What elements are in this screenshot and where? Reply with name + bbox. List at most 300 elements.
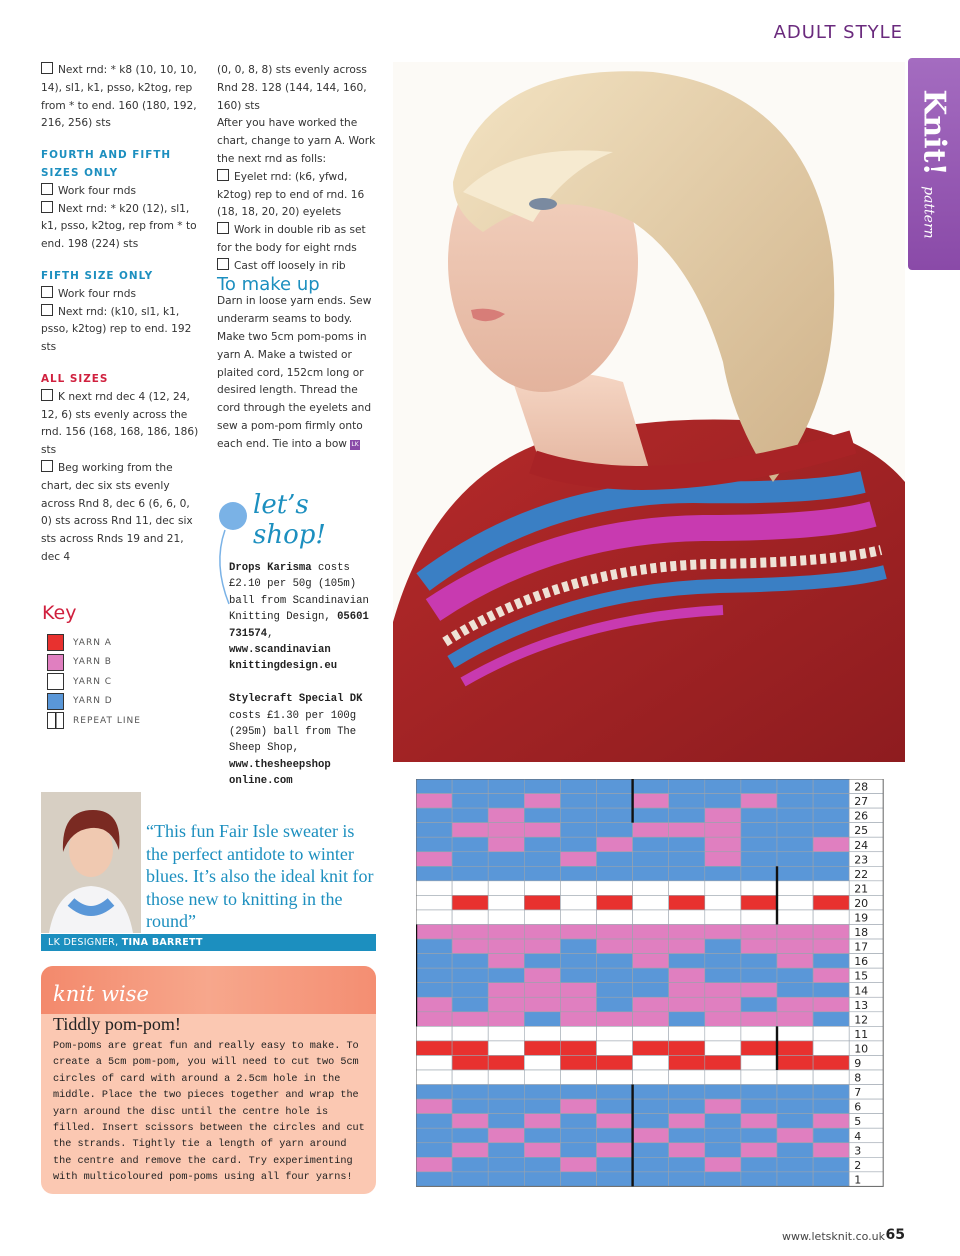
sweater-photo-illustration — [393, 62, 905, 762]
chart-cell — [813, 895, 849, 910]
chart-cell — [813, 779, 849, 794]
chart-cell — [524, 779, 560, 794]
chart-cell — [705, 939, 741, 954]
step: Work in double rib as set for the body for eight rnds — [217, 224, 366, 254]
chart-cell — [669, 939, 705, 954]
chart-cell — [597, 1041, 633, 1056]
chart-cell — [741, 968, 777, 983]
chart-cell — [488, 837, 524, 852]
chart-cell — [777, 852, 813, 867]
instructions-col-2 — [217, 62, 377, 454]
row-number-label: 16 — [854, 955, 869, 969]
chart-cell — [488, 1055, 524, 1070]
chart-cell — [669, 1012, 705, 1027]
chart-cell — [524, 997, 560, 1012]
chart-cell — [488, 1128, 524, 1143]
chart-cell — [741, 1041, 777, 1056]
chart-cell — [560, 1128, 596, 1143]
chart-cell — [633, 1070, 669, 1085]
chart-cell — [705, 983, 741, 998]
chart-cell — [777, 1085, 813, 1100]
chart-cell — [597, 968, 633, 983]
row-number-label: 13 — [854, 998, 869, 1012]
chart-cell — [452, 1128, 488, 1143]
chart-cell — [452, 1157, 488, 1172]
chart-cell — [488, 808, 524, 823]
chart-cell — [524, 910, 560, 925]
brand-tab — [908, 58, 960, 270]
chart-cell — [669, 1085, 705, 1100]
chart-cell — [777, 983, 813, 998]
section-label: ADULT STYLE — [773, 22, 903, 43]
chart-cell — [777, 1026, 813, 1041]
chart-cell — [633, 837, 669, 852]
chart-cell — [633, 1099, 669, 1114]
chart-cell — [813, 881, 849, 896]
step: Work four rnds — [41, 183, 201, 201]
chart-cell — [813, 852, 849, 867]
chart-cell — [416, 1085, 452, 1100]
row-number-label: 19 — [854, 911, 869, 925]
chart-cell — [741, 1026, 777, 1041]
chart-cell — [813, 808, 849, 823]
chart-cell — [777, 1055, 813, 1070]
chart-cell — [597, 997, 633, 1012]
chart-cell — [813, 1070, 849, 1085]
chart-cell — [813, 1026, 849, 1041]
chart-cell — [705, 1055, 741, 1070]
chart-cell — [741, 779, 777, 794]
chart-cell — [633, 852, 669, 867]
chart-cell — [633, 1172, 669, 1187]
chart-cell — [452, 808, 488, 823]
chart-cell — [416, 837, 452, 852]
step: Next rnd: * k8 (10, 10, 10, 14), sl1, k1, psso, k2tog, rep from * to end. 160 (180, 192, 216, 256) sts — [41, 64, 197, 130]
chart-cell — [452, 925, 488, 940]
chart-cell — [560, 1143, 596, 1158]
chart-cell — [488, 779, 524, 794]
chart-cell — [813, 837, 849, 852]
chart-cell — [741, 997, 777, 1012]
chart-cell — [560, 910, 596, 925]
chart-cell — [669, 968, 705, 983]
chart-cell — [777, 910, 813, 925]
chart-cell — [452, 895, 488, 910]
checkbox[interactable] — [41, 201, 53, 213]
chart-cell — [597, 1055, 633, 1070]
chart-cell — [669, 1041, 705, 1056]
chart-cell — [524, 1041, 560, 1056]
page-number: 65 — [885, 1227, 905, 1243]
chart-cell — [452, 1085, 488, 1100]
key-label: YARN D — [73, 696, 113, 707]
row-number-label: 18 — [854, 926, 869, 940]
chart-cell — [813, 1055, 849, 1070]
chart-cell — [452, 954, 488, 969]
chart-cell — [560, 837, 596, 852]
step: K next rnd dec 4 (12, 24, 12, 6) sts evenly across the rnd. 156 (168, 168, 186, 186) sts — [41, 390, 199, 457]
chart-cell — [633, 983, 669, 998]
chart-cell — [452, 939, 488, 954]
step: Beg working from the chart, dec six sts evenly across Rnd 8, dec 6 (6, 6, 0, 0) sts across Rnd 11, dec six sts across Rnds 19 and 21, dec 4 — [41, 461, 193, 563]
chart-cell — [452, 779, 488, 794]
checkbox[interactable] — [217, 258, 229, 270]
chart-cell — [669, 808, 705, 823]
step: Next rnd: * k20 (12), sl1, k1, psso, k2tog, rep from * to end. 198 (224) sts — [41, 202, 197, 251]
end-mark-icon: LK — [351, 440, 359, 448]
chart-cell — [416, 910, 452, 925]
chart-cell — [597, 779, 633, 794]
chart-cell — [777, 1172, 813, 1187]
chart-cell — [488, 910, 524, 925]
chart-cell — [813, 1172, 849, 1187]
chart-cell — [705, 866, 741, 881]
step: Next rnd: (k10, sl1, k1, psso, k2tog) rep to end. 192 sts — [41, 305, 192, 354]
chart-cell — [524, 1085, 560, 1100]
chart-cell — [560, 1172, 596, 1187]
chart-cell — [452, 1055, 488, 1070]
chart-cell — [777, 1099, 813, 1114]
key-label: REPEAT LINE — [73, 715, 141, 726]
chart-cell — [633, 1012, 669, 1027]
chart-cell — [813, 823, 849, 838]
chart-cell — [741, 939, 777, 954]
row-number-label: 25 — [854, 824, 869, 838]
chart-cell — [597, 1070, 633, 1085]
chart-cell — [416, 866, 452, 881]
chart-cell — [669, 895, 705, 910]
chart-cell — [560, 823, 596, 838]
chart-cell — [741, 925, 777, 940]
chart-cell — [705, 808, 741, 823]
chart-cell — [813, 968, 849, 983]
designer-photo — [41, 792, 141, 933]
chart-cell — [560, 1012, 596, 1027]
chart-cell — [560, 1041, 596, 1056]
checkbox[interactable] — [41, 304, 53, 316]
row-number-label: 21 — [854, 882, 869, 896]
chart-cell — [416, 954, 452, 969]
chart-cell — [597, 852, 633, 867]
chart-cell — [597, 1172, 633, 1187]
row-number-label: 1 — [854, 1173, 862, 1187]
checkbox[interactable] — [41, 286, 53, 298]
chart-cell — [633, 1143, 669, 1158]
chart-cell — [597, 794, 633, 809]
checkbox[interactable] — [217, 169, 229, 181]
chart-cell — [777, 866, 813, 881]
chart-cell — [416, 1026, 452, 1041]
chart-cell — [560, 1099, 596, 1114]
chart-cell — [741, 837, 777, 852]
chart-cell — [560, 983, 596, 998]
row-number-label: 8 — [854, 1071, 862, 1085]
chart-cell — [741, 852, 777, 867]
key-item — [47, 692, 141, 712]
chart-cell — [669, 1099, 705, 1114]
chart-cell — [416, 1128, 452, 1143]
chart-cell — [777, 1114, 813, 1129]
chart-cell — [416, 1172, 452, 1187]
row-number-label: 6 — [854, 1100, 862, 1114]
key-swatch — [47, 654, 64, 671]
chart-cell — [488, 1172, 524, 1187]
chart-cell — [669, 881, 705, 896]
chart-cell — [777, 1128, 813, 1143]
row-number-label: 26 — [854, 809, 869, 823]
chart-cell — [813, 1041, 849, 1056]
chart-cell — [416, 1041, 452, 1056]
instructions-col-1 — [41, 62, 201, 567]
chart-cell — [741, 1157, 777, 1172]
chart-cell — [524, 895, 560, 910]
chart-cell — [669, 823, 705, 838]
chart-cell — [524, 939, 560, 954]
chart-cell — [777, 881, 813, 896]
chart-cell — [452, 837, 488, 852]
row-number-label: 28 — [854, 780, 869, 794]
chart-cell — [488, 1085, 524, 1100]
chart-cell — [669, 866, 705, 881]
chart-cell — [813, 925, 849, 940]
chart-cell — [741, 1143, 777, 1158]
chart-cell — [524, 1012, 560, 1027]
key-item — [47, 653, 141, 673]
key-item — [47, 633, 141, 653]
chart-cell — [777, 1070, 813, 1085]
chart-cell — [452, 1012, 488, 1027]
chart-cell — [705, 968, 741, 983]
row-number-label: 24 — [854, 838, 869, 852]
step: Eyelet rnd: (k6, yfwd, k2tog) rep to end of rnd. 16 (18, 18, 20, 20) eyelets — [217, 170, 365, 219]
chart-cell — [452, 866, 488, 881]
chart-cell — [813, 1143, 849, 1158]
chart-cell — [705, 823, 741, 838]
chart-cell — [669, 837, 705, 852]
chart-cell — [633, 968, 669, 983]
row-number-label: 22 — [854, 867, 869, 881]
chart-cell — [524, 1143, 560, 1158]
chart-cell — [741, 1070, 777, 1085]
chart-cell — [452, 1070, 488, 1085]
chart-cell — [452, 881, 488, 896]
chart-cell — [488, 1070, 524, 1085]
chart-cell — [777, 1041, 813, 1056]
chart-cell — [777, 1157, 813, 1172]
chart-cell — [705, 1128, 741, 1143]
chart-cell — [524, 1114, 560, 1129]
chart-cell — [416, 852, 452, 867]
row-number-label: 14 — [854, 984, 869, 998]
chart-cell — [633, 1055, 669, 1070]
link-sheepshop[interactable]: www.thesheepshop online.com — [229, 758, 331, 788]
chart-cell — [597, 1114, 633, 1129]
key-label: YARN B — [73, 657, 112, 668]
chart-cell — [452, 823, 488, 838]
chart-cell — [741, 823, 777, 838]
chart-cell — [488, 823, 524, 838]
row-number-label: 7 — [854, 1086, 862, 1100]
chart-cell — [524, 954, 560, 969]
chart-cell — [813, 866, 849, 881]
step: Work four rnds — [41, 286, 201, 304]
key-title: Key — [42, 602, 77, 624]
chart-cell — [452, 1041, 488, 1056]
chart-cell — [777, 1143, 813, 1158]
row-number-label: 4 — [854, 1129, 862, 1143]
chart-cell — [741, 1099, 777, 1114]
chart-cell — [416, 939, 452, 954]
to-make-up-heading: To make up — [217, 273, 320, 295]
chart-cell — [597, 983, 633, 998]
chart-cell — [777, 794, 813, 809]
row-number-label: 5 — [854, 1115, 862, 1129]
brand-logo: Knit! pattern — [916, 89, 952, 239]
chart-cell — [741, 808, 777, 823]
chart-cell — [705, 1172, 741, 1187]
chart-cell — [777, 895, 813, 910]
yarn-ball-icon — [205, 494, 265, 614]
chart-cell — [633, 779, 669, 794]
chart-cell — [741, 983, 777, 998]
chart-cell — [416, 1070, 452, 1085]
chart-cell — [633, 1157, 669, 1172]
chart-cell — [741, 794, 777, 809]
chart-cell — [813, 1157, 849, 1172]
chart-cell — [524, 823, 560, 838]
checkbox[interactable] — [41, 62, 53, 74]
key-item — [47, 672, 141, 692]
chart-cell — [597, 1143, 633, 1158]
row-number-label: 3 — [854, 1144, 862, 1158]
chart-cell — [524, 1157, 560, 1172]
chart-cell — [560, 939, 596, 954]
chart-cell — [705, 1070, 741, 1085]
chart-cell — [416, 895, 452, 910]
chart-cell — [777, 823, 813, 838]
chart-cell — [813, 997, 849, 1012]
chart-cell — [524, 1099, 560, 1114]
chart-cell — [416, 808, 452, 823]
chart-cell — [705, 1026, 741, 1041]
chart-cell — [597, 866, 633, 881]
knit-wise-title: Tiddly pom-pom! — [53, 1014, 181, 1034]
chart-cell — [416, 794, 452, 809]
chart-cell — [452, 983, 488, 998]
checkbox[interactable] — [217, 222, 229, 234]
chart-cell — [669, 997, 705, 1012]
checkbox[interactable] — [41, 460, 53, 472]
chart-cell — [705, 852, 741, 867]
chart-cell — [705, 1143, 741, 1158]
lets-shop-title: let’s shop! — [253, 490, 326, 550]
checkbox[interactable] — [41, 183, 53, 195]
chart-cell — [597, 1012, 633, 1027]
row-number-label: 11 — [854, 1027, 869, 1041]
chart-cell — [669, 910, 705, 925]
chart-cell — [669, 925, 705, 940]
chart-cell — [633, 808, 669, 823]
designer-credit: LK DESIGNER, TINA BARRETT — [41, 934, 376, 951]
chart-cell — [560, 968, 596, 983]
key-legend — [47, 633, 141, 731]
chart-cell — [560, 794, 596, 809]
footer-url[interactable]: www.letsknit.co.uk — [782, 1230, 885, 1243]
chart-cell — [705, 794, 741, 809]
chart-cell — [524, 1055, 560, 1070]
chart-cell — [452, 852, 488, 867]
chart-cell — [597, 910, 633, 925]
chart-cell — [705, 1114, 741, 1129]
chart-cell — [560, 779, 596, 794]
checkbox[interactable] — [41, 389, 53, 401]
chart-cell — [777, 1012, 813, 1027]
chart-cell — [741, 954, 777, 969]
chart-cell — [452, 968, 488, 983]
chart-cell — [813, 1099, 849, 1114]
step: Cast off loosely in rib — [217, 258, 377, 276]
chart-cell — [416, 1012, 452, 1027]
chart-cell — [560, 1114, 596, 1129]
chart-cell — [416, 983, 452, 998]
chart-cell — [705, 1099, 741, 1114]
chart-cell — [597, 895, 633, 910]
chart-cell — [813, 794, 849, 809]
chart-cell — [597, 925, 633, 940]
chart-cell — [488, 1012, 524, 1027]
chart-cell — [705, 1012, 741, 1027]
chart-cell — [669, 954, 705, 969]
chart-cell — [633, 925, 669, 940]
chart-cell — [777, 779, 813, 794]
chart-cell — [416, 997, 452, 1012]
knit-wise-logo: knit wise — [53, 982, 149, 1006]
link-scandinavian[interactable]: www.scandinavian knittingdesign.eu — [229, 644, 338, 673]
chart-cell — [488, 968, 524, 983]
chart-cell — [524, 983, 560, 998]
chart-cell — [597, 881, 633, 896]
chart-cell — [633, 881, 669, 896]
chart-cell — [488, 939, 524, 954]
chart-cell — [488, 881, 524, 896]
chart-cell — [669, 1070, 705, 1085]
chart-cell — [705, 954, 741, 969]
chart-cell — [524, 794, 560, 809]
designer-portrait — [41, 792, 141, 933]
key-swatch — [47, 673, 64, 690]
chart-cell — [705, 997, 741, 1012]
chart-cell — [813, 1114, 849, 1129]
chart-cell — [813, 1085, 849, 1100]
chart-cell — [633, 997, 669, 1012]
chart-cell — [560, 808, 596, 823]
chart-cell — [705, 895, 741, 910]
chart-cell — [813, 954, 849, 969]
chart-cell — [488, 895, 524, 910]
chart-cell — [669, 983, 705, 998]
chart-cell — [524, 1026, 560, 1041]
chart-cell — [416, 779, 452, 794]
chart-cell — [452, 1143, 488, 1158]
chart-cell — [597, 954, 633, 969]
chart-cell — [777, 939, 813, 954]
chart-cell — [705, 1157, 741, 1172]
chart-cell — [560, 1026, 596, 1041]
row-number-label: 10 — [854, 1042, 869, 1056]
chart-cell — [741, 910, 777, 925]
step: After you have worked the chart, change to yarn A. Work the next rnd as folls: — [217, 117, 376, 165]
chart-cell — [669, 852, 705, 867]
